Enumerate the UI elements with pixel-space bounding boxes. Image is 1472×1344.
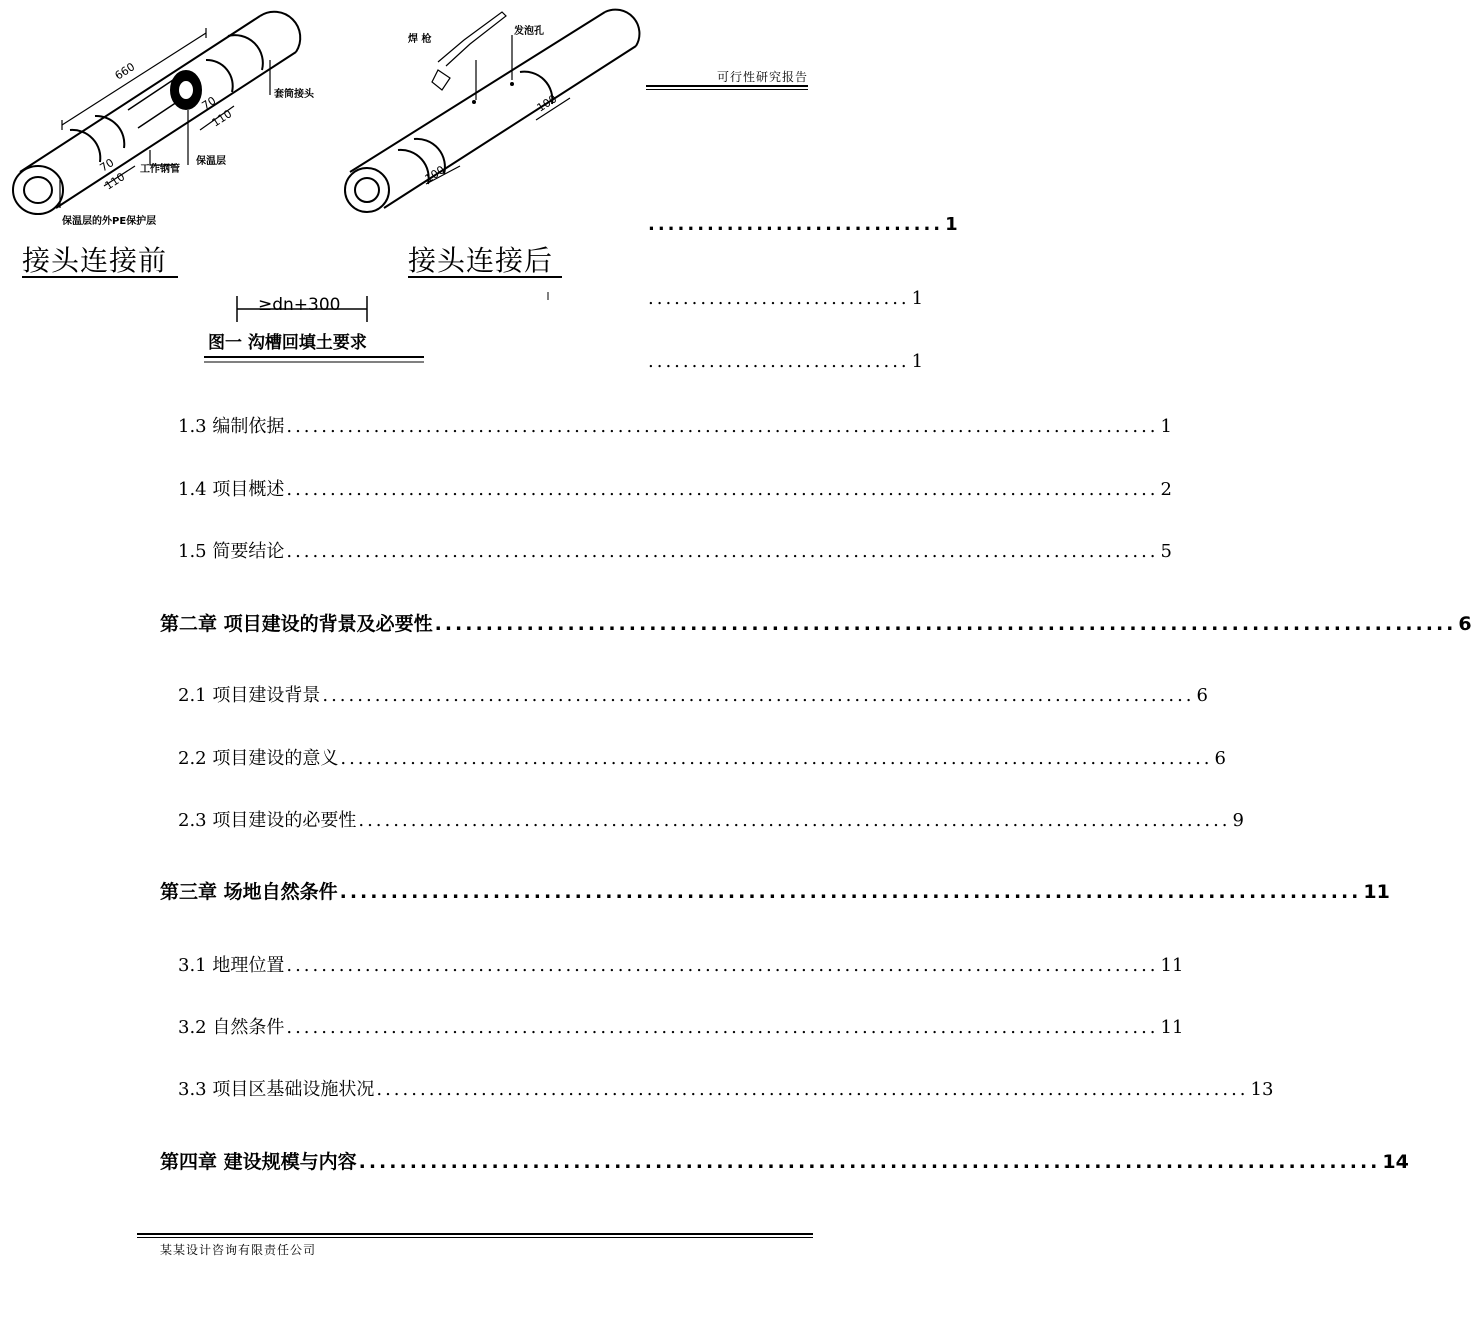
- toc-item[interactable]: 1.4 项目概述 .................................................................................................... 2: [178, 479, 1172, 500]
- header-rule-thin: [646, 89, 808, 90]
- toc-item[interactable]: 1.5 简要结论 .................................................................................................... 5: [178, 541, 1172, 562]
- dim-110-left: 110: [102, 170, 128, 193]
- toc-item[interactable]: 3.2 自然条件 .................................................................................................... 11: [178, 1017, 1184, 1038]
- toc-fragment-2[interactable]: .............................. 1: [648, 288, 924, 309]
- footer-company: 某某设计咨询有限责任公司: [160, 1243, 317, 1257]
- dim-100-right: 100: [534, 92, 560, 115]
- dim-70-right: 70: [199, 93, 219, 113]
- header-title: 可行性研究报告: [716, 70, 808, 84]
- toc-fragment-1[interactable]: .............................. 1: [648, 214, 958, 235]
- dim-660: 660: [112, 60, 138, 83]
- footer-rule-thin: [137, 1237, 813, 1238]
- footer-rule: [137, 1233, 813, 1235]
- dim-100-left: 100: [422, 163, 448, 186]
- welding-label: 焊 枪: [408, 34, 432, 45]
- toc-item[interactable]: 2.1 项目建设背景 .................................................................................................... 6: [178, 685, 1208, 706]
- dim-70-left: 70: [97, 155, 117, 175]
- toc-item[interactable]: 2.3 项目建设的必要性 .................................................................................................... 9: [178, 810, 1244, 831]
- toc-item[interactable]: 3.1 地理位置 .................................................................................................... 11: [178, 955, 1184, 976]
- toc-item[interactable]: 1.3 编制依据 .................................................................................................... 1: [178, 416, 1172, 437]
- trench-caption: 图一 沟槽回填土要求: [208, 333, 367, 353]
- insulation-label: 保温层: [196, 156, 226, 167]
- toc-fragment-3[interactable]: .............................. 1: [648, 351, 924, 372]
- before-connection-caption: 接头连接前: [22, 244, 168, 277]
- work-pipe-label: 工作钢管: [140, 164, 180, 175]
- toc-item[interactable]: 2.2 项目建设的意义 .................................................................................................... 6: [178, 748, 1226, 769]
- foam-hole-label: 发泡孔: [514, 26, 544, 37]
- toc-chapter[interactable]: 第四章 建设规模与内容 .................................................................................................... 14: [160, 1151, 1409, 1173]
- trench-dimension: ≥dn+300: [258, 295, 341, 315]
- pipe-joint-diagram: [0, 0, 640, 380]
- sleeve-joint-label: 套筒接头: [274, 89, 314, 100]
- outer-pe-label: 保温层的外PE保护层: [62, 216, 157, 227]
- toc-item[interactable]: 3.3 项目区基础设施状况 .................................................................................................... 13: [178, 1079, 1274, 1100]
- toc-chapter[interactable]: 第二章 项目建设的背景及必要性 .................................................................................................... 6: [160, 613, 1472, 635]
- toc-chapter[interactable]: 第三章 场地自然条件 .................................................................................................... 11: [160, 881, 1390, 903]
- after-connection-caption: 接头连接后: [408, 244, 554, 277]
- dim-110-right: 110: [209, 107, 235, 130]
- header-rule: [646, 85, 808, 87]
